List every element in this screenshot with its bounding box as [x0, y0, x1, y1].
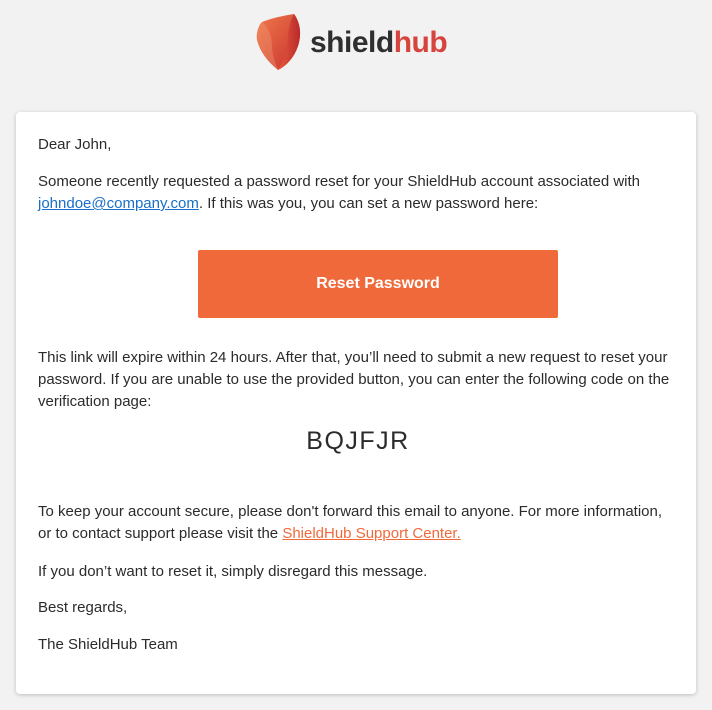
security-paragraph: [38, 501, 678, 545]
logo-text-hub: hub: [393, 26, 448, 59]
logo-wordmark: [310, 26, 447, 60]
email-card: [16, 112, 696, 694]
intro-paragraph: [38, 171, 678, 215]
expiry-paragraph: This link will expire within 24 hours. After that, you’ll need to submit a new request to reset your password. If you are unable to use the provided button, you can enter the following code on the verification page:: [38, 349, 670, 410]
disregard-paragraph: If you don’t want to reset it, simply disregard this message.: [38, 563, 428, 580]
email-header: [0, 0, 712, 112]
shieldhub-logo: [254, 12, 447, 72]
intro-text-after: . If this was you, you can set a new password here:: [198, 195, 539, 212]
email-address-link[interactable]: johndoe@company.com: [38, 195, 199, 212]
reset-password-button[interactable]: Reset Password: [198, 250, 558, 318]
verification-code: BQJFJR: [306, 427, 410, 455]
support-center-link[interactable]: ShieldHub Support Center.: [282, 525, 461, 542]
greeting: Dear John,: [38, 136, 112, 153]
shield-logo-icon: [254, 12, 306, 72]
intro-text-before: Someone recently requested a password reset for your ShieldHub account associated with: [38, 173, 640, 190]
signature: The ShieldHub Team: [38, 636, 178, 653]
logo-text-shield: shield: [310, 26, 394, 59]
security-text: To keep your account secure, please don't forward this email to anyone. For more information, or to contact support please visit the: [38, 503, 663, 542]
closing: Best regards,: [38, 599, 128, 616]
